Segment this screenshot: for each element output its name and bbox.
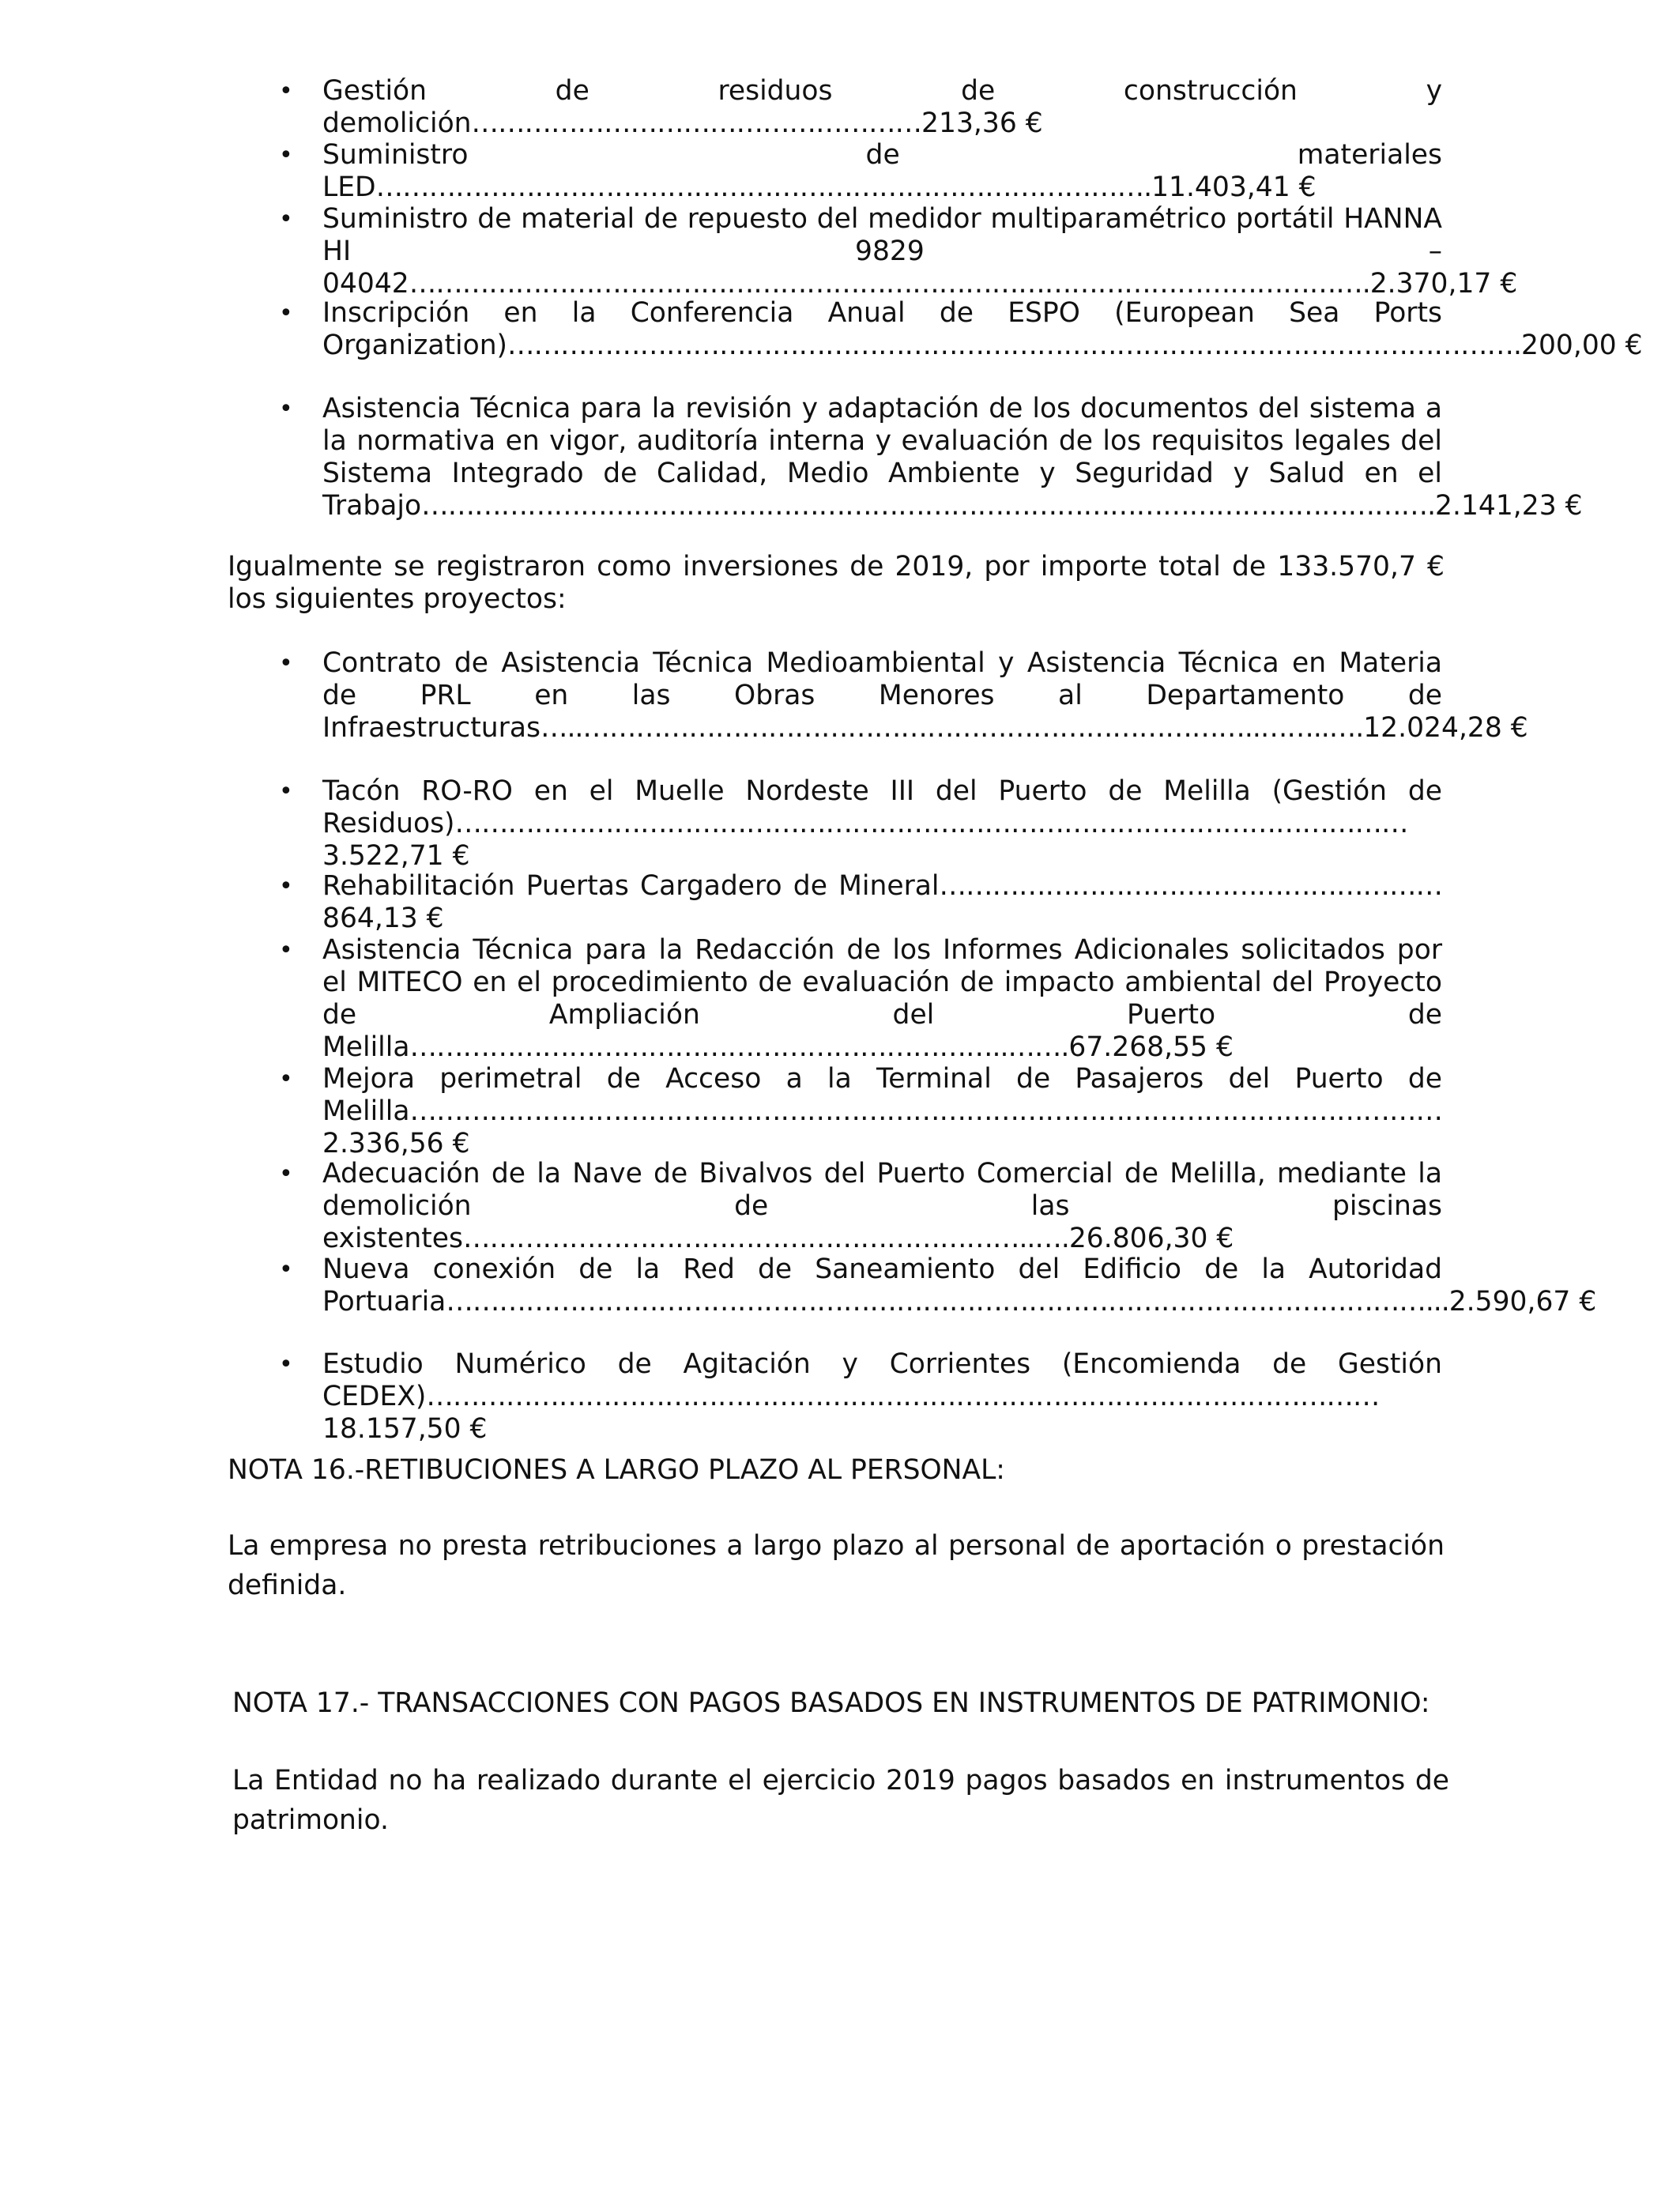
bullet-icon: •	[279, 873, 293, 900]
item-text: Inscripción en la Conferencia Anual de ESPO (European Sea Ports Organization)	[322, 297, 1442, 361]
list-item	[279, 775, 1442, 873]
list-item	[279, 934, 1442, 1064]
item-amount: 18.157,50 €	[322, 1413, 488, 1445]
item-amount: 2.370,17 €	[1369, 268, 1518, 300]
leader-dots: ………………………………………………………………………………………………………	[409, 1095, 1442, 1127]
note-17-body: La Entidad no ha realizado durante el ejercicio 2019 pagos basados en instrumentos de patrimonio.	[232, 1765, 1449, 1836]
list-item	[279, 1253, 1597, 1318]
item-text: Mejora perimetral de Acceso a la Terminal de Pasajeros del Puerto de Melilla	[322, 1063, 1442, 1127]
item-amount: 200,00 €	[1521, 330, 1643, 361]
item-text: Gestión de residuos de construcción y demolición	[322, 75, 1442, 139]
leader-dots: …………………………………………………	[939, 870, 1442, 902]
item-amount: 11.403,41 €	[1151, 172, 1317, 203]
list-item	[279, 139, 1442, 204]
leader-dots: ……………………………………………………………………………………………….	[409, 268, 1370, 300]
note-17-title: NOTA 17.- TRANSACCIONES CON PAGOS BASADOS EN INSTRUMENTOS DE PATRIMONIO:	[232, 1687, 1430, 1719]
leader-dots: …..…………………………………………………………………..……..….	[540, 712, 1364, 744]
leader-dots: …………………………………………………………………………………………………….	[421, 490, 1436, 522]
list-item	[279, 1348, 1442, 1446]
bullet-icon: •	[279, 300, 293, 327]
bullet-icon: •	[279, 1351, 293, 1378]
leader-dots: …………………………………………………………..…….	[409, 1031, 1069, 1063]
item-amount: 3.522,71 €	[322, 840, 470, 872]
item-text: Asistencia Técnica para la Redacción de los Informes Adicionales solicitados por el MITECO en el procedimiento de evaluación de impacto ambiental del Proyecto de Ampliación del Puerto de Melilla	[322, 934, 1442, 1063]
list-item	[279, 203, 1518, 300]
item-text: Contrato de Asistencia Técnica Medioambiental y Asistencia Técnica en Materia de PRL en las Obras Menores al Departamento de Infraestructuras	[322, 647, 1442, 744]
list-item	[279, 297, 1643, 362]
item-text: Nueva conexión de la Red de Saneamiento del Edificio de la Autoridad Portuaria	[322, 1253, 1442, 1318]
bullet-icon: •	[279, 650, 293, 677]
list-item	[279, 870, 1442, 935]
item-amount: 2.590,67 €	[1448, 1286, 1597, 1318]
list-item	[279, 1158, 1442, 1255]
item-amount: 864,13 €	[322, 903, 444, 934]
item-text: Asistencia Técnica para la revisión y adaptación de los documentos del sistema a la normativa en vigor, auditoría interna y evaluación de los requisitos legales del Sistema Integrado de Calidad, Medio Ambiente y Seguridad y Salud en el Trabajo	[322, 393, 1442, 522]
leader-dots: ………………………………………………………………………………………………	[454, 808, 1408, 839]
list-item	[279, 1063, 1442, 1160]
bullet-icon: •	[279, 1065, 293, 1093]
leader-dots: …………………………………………………………………………………………………….	[507, 330, 1521, 361]
item-amount: 2.336,56 €	[322, 1128, 470, 1159]
list-item	[279, 75, 1442, 140]
bullet-icon: •	[279, 1160, 293, 1188]
item-text: Estudio Numérico de Agitación y Corrientes (Encomienda de Gestión CEDEX)	[322, 1348, 1442, 1412]
note-16-body: La empresa no presta retribuciones a largo plazo al personal de aportación o prestación definida.	[228, 1530, 1445, 1601]
bullet-icon: •	[279, 1256, 293, 1284]
list-item	[279, 393, 1583, 522]
item-amount: 26.806,30 €	[1068, 1223, 1234, 1254]
leader-dots: ………………………………………………………………………………………………	[426, 1381, 1380, 1412]
item-text: Suministro de material de repuesto del medidor multiparamétrico portátil HANNA HI 9829 – 04042	[322, 203, 1442, 300]
item-amount: 12.024,28 €	[1363, 712, 1528, 744]
note-16-title: NOTA 16.-RETIBUCIONES A LARGO PLAZO AL PERSONAL:	[228, 1454, 1005, 1486]
item-text: Suministro de materiales LED	[322, 139, 1442, 203]
leader-dots: ……………………………………………	[471, 107, 922, 139]
bullet-icon: •	[279, 141, 293, 169]
bullet-icon: •	[279, 77, 293, 105]
leader-dots: ………………………………………………………..….	[462, 1223, 1069, 1254]
item-amount: 2.141,23 €	[1435, 490, 1583, 522]
leader-dots: …………………………………………………………………………….	[375, 172, 1152, 203]
bullet-icon: •	[279, 395, 293, 423]
item-text: Adecuación de la Nave de Bivalvos del Puerto Comercial de Melilla, mediante la demolición de las piscinas existentes	[322, 1158, 1442, 1254]
item-amount: 213,36 €	[921, 107, 1043, 139]
bullet-icon: •	[279, 937, 293, 964]
list-item	[279, 647, 1528, 745]
item-text: Rehabilitación Puertas Cargadero de Mineral	[322, 870, 940, 902]
bullet-icon: •	[279, 205, 293, 233]
leader-dots: …………………………………………………………………………………………………...	[446, 1286, 1449, 1318]
investments-intro: Igualmente se registraron como inversiones de 2019, por importe total de 133.570,7 € los siguientes proyectos:	[228, 551, 1445, 615]
bullet-icon: •	[279, 778, 293, 805]
item-text: Tacón RO-RO en el Muelle Nordeste III del Puerto de Melilla (Gestión de Residuos)	[322, 775, 1442, 839]
item-amount: 67.268,55 €	[1068, 1031, 1234, 1063]
